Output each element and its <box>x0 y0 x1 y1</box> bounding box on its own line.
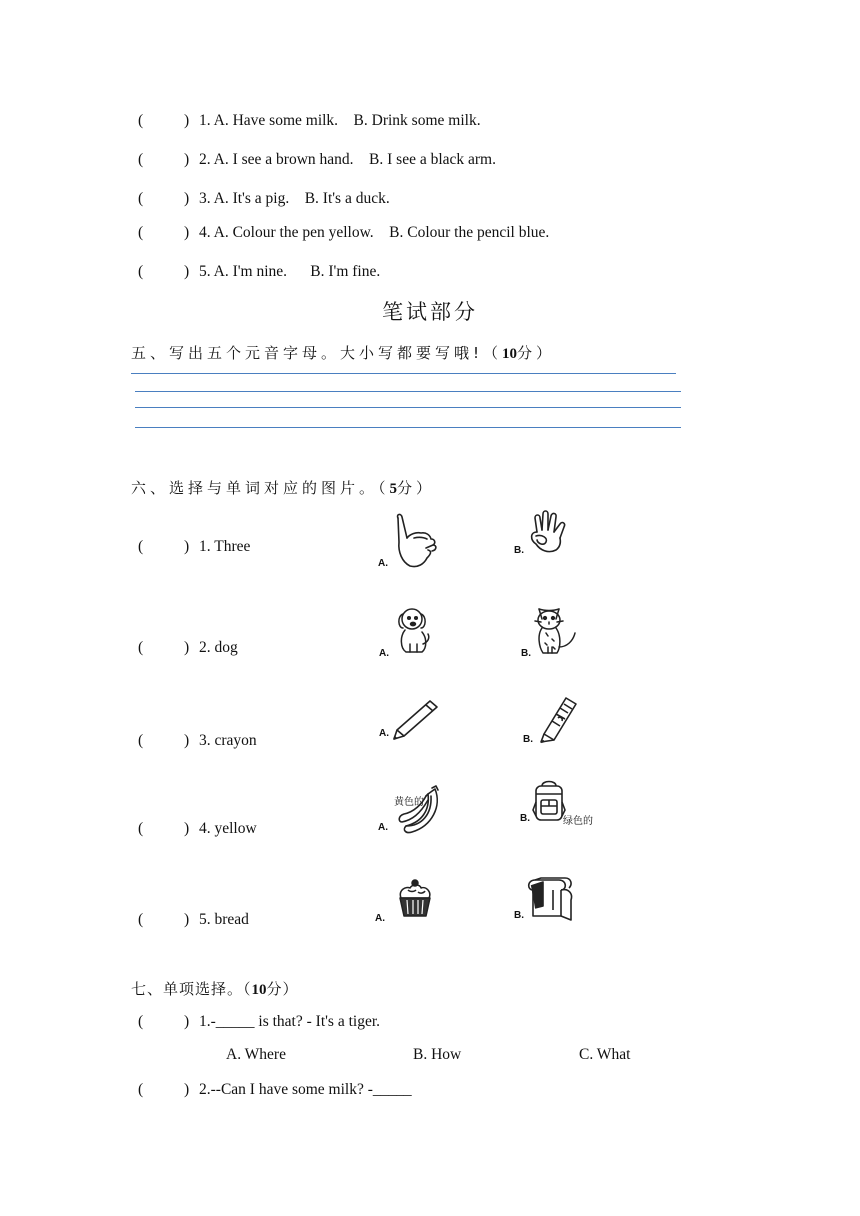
picture-item-word: 1. Three <box>199 538 251 555</box>
option-b-label: B. <box>523 734 533 745</box>
answer-paren-open: ( <box>138 263 144 280</box>
picture-item-word: 2. dog <box>199 639 238 656</box>
option-a-label: A. <box>379 728 389 739</box>
written-part-title: 笔试部分 <box>382 300 478 324</box>
mc-question <box>0 1081 860 1103</box>
section-7-heading <box>131 978 299 999</box>
answer-paren-close: ) <box>184 820 190 837</box>
picture-item-word: 4. yellow <box>199 820 257 837</box>
listening-item-text: 1. A. Have some milk. B. Drink some milk. <box>199 112 481 129</box>
listening-item <box>0 224 860 246</box>
section-6-points: 5 <box>389 481 398 497</box>
answer-paren-open: ( <box>138 639 144 656</box>
option-b-label: B. <box>520 813 530 824</box>
writing-line <box>135 391 681 392</box>
writing-line <box>135 407 681 408</box>
mc-question-text: 1.-_____ is that? - It's a tiger. <box>199 1013 381 1030</box>
answer-paren-close: ) <box>184 639 190 656</box>
section-6-prefix: 六、选择与单词对应的图片。（ <box>131 479 390 497</box>
cat-icon[interactable] <box>533 603 579 657</box>
picture-item-word: 5. bread <box>199 911 249 928</box>
option-a-label: A. <box>378 822 388 833</box>
answer-paren-close: ) <box>184 263 190 280</box>
answer-paren-open: ( <box>138 538 144 555</box>
listening-item-text: 4. A. Colour the pen yellow. B. Colour the pencil blue. <box>199 224 550 241</box>
section-6-suffix: 分） <box>397 479 436 497</box>
option-a-label: A. <box>378 558 388 569</box>
mc-option-c[interactable]: C. What <box>579 1046 631 1063</box>
listening-item <box>0 112 860 134</box>
backpack-caption: 绿色的 <box>563 816 593 827</box>
section-5-prefix: 五、写出五个元音字母。大小写都要写哦!（ <box>131 344 503 362</box>
three-fingers-hand-icon[interactable] <box>528 510 572 558</box>
answer-paren-close: ) <box>184 224 190 241</box>
answer-paren-open: ( <box>138 911 144 928</box>
answer-paren-open: ( <box>138 820 144 837</box>
listening-item-text: 5. A. I'm nine. B. I'm fine. <box>199 263 381 280</box>
writing-line <box>131 373 676 374</box>
section-7-suffix: 分） <box>266 980 299 998</box>
listening-item-text: 3. A. It's a pig. B. It's a duck. <box>199 190 390 207</box>
answer-paren-open: ( <box>138 224 144 241</box>
listening-item-text: 2. A. I see a brown hand. B. I see a black arm. <box>199 151 496 168</box>
cupcake-icon[interactable] <box>396 878 434 920</box>
answer-paren-open: ( <box>138 1081 144 1098</box>
rock-hand-icon[interactable] <box>390 512 440 570</box>
answer-paren-open: ( <box>138 112 144 129</box>
answer-paren-close: ) <box>184 538 190 555</box>
writing-line <box>135 427 681 428</box>
section-7-prefix: 七、单项选择。（ <box>131 980 252 998</box>
answer-paren-close: ) <box>184 151 190 168</box>
listening-item <box>0 190 860 212</box>
option-a-label: A. <box>379 648 389 659</box>
answer-paren-close: ) <box>184 190 190 207</box>
section-5-points: 10 <box>502 346 518 362</box>
answer-paren-close: ) <box>184 112 190 129</box>
mc-option-b[interactable]: B. How <box>413 1046 462 1063</box>
mc-question-text: 2.--Can I have some milk? -_____ <box>199 1081 412 1098</box>
banana-icon[interactable] <box>398 784 442 836</box>
answer-paren-open: ( <box>138 1013 144 1030</box>
answer-paren-close: ) <box>184 911 190 928</box>
answer-paren-open: ( <box>138 190 144 207</box>
listening-item <box>0 151 860 173</box>
section-5-suffix: 分） <box>517 344 556 362</box>
listening-item <box>0 263 860 285</box>
mc-question <box>0 1013 860 1035</box>
crayon-icon[interactable] <box>538 696 580 746</box>
answer-paren-close: ) <box>184 1081 190 1098</box>
picture-item-word: 3. crayon <box>199 732 257 749</box>
mc-option-a[interactable]: A. Where <box>226 1046 286 1063</box>
section-6-heading <box>131 477 435 498</box>
bread-icon[interactable] <box>525 876 575 924</box>
pencil-icon[interactable] <box>392 698 440 742</box>
option-b-label: B. <box>514 910 524 921</box>
dog-icon[interactable] <box>394 606 432 656</box>
backpack-icon[interactable] <box>532 780 566 824</box>
banana-caption: 黄色的 <box>394 797 424 808</box>
answer-paren-close: ) <box>184 732 190 749</box>
section-7-points: 10 <box>251 982 267 998</box>
option-a-label: A. <box>375 913 385 924</box>
section-5-heading <box>131 342 555 363</box>
answer-paren-open: ( <box>138 732 144 749</box>
option-b-label: B. <box>514 545 524 556</box>
option-b-label: B. <box>521 648 531 659</box>
answer-paren-open: ( <box>138 151 144 168</box>
answer-paren-close: ) <box>184 1013 190 1030</box>
